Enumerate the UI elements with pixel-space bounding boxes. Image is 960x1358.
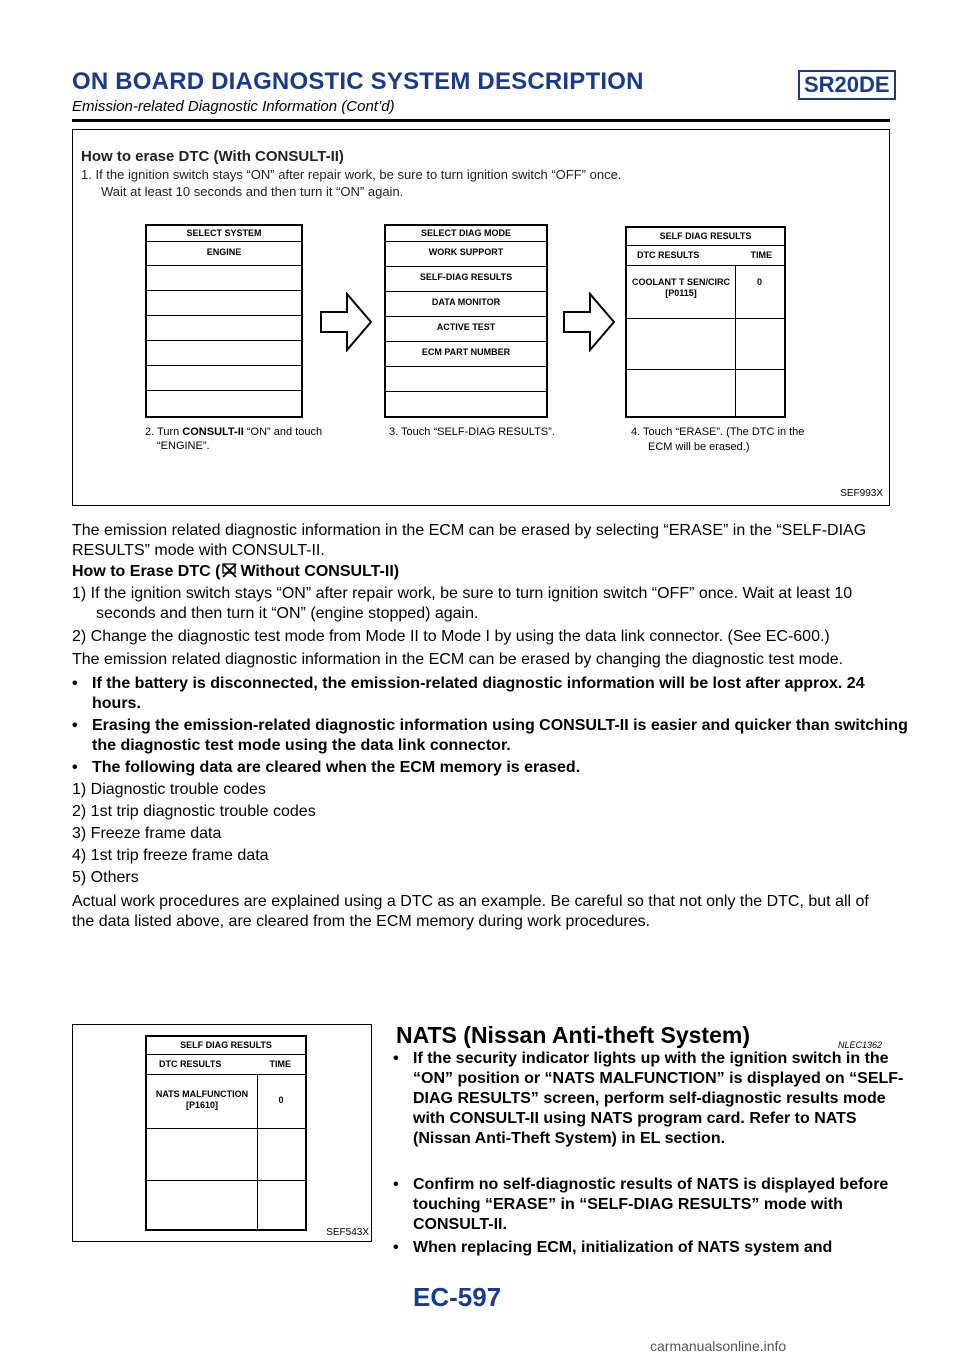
screen-empty-row <box>386 392 546 416</box>
list-item: 1) Diagnostic trouble codes <box>72 781 266 798</box>
column-divider <box>735 266 736 416</box>
screen-column-headers <box>147 1055 305 1075</box>
row-divider <box>147 1180 305 1181</box>
figure-id: SEF993X <box>840 488 883 499</box>
dtc-time: 0 <box>756 277 762 287</box>
heading-erase-without-consult: How to Erase DTC ( Without CONSULT-II) <box>72 563 400 580</box>
consult-screen-select-diag-mode <box>384 224 548 418</box>
dtc-name: NATS MALFUNCTION <box>155 1089 249 1099</box>
engine-badge: SR20DE <box>798 70 896 100</box>
nats-heading: NATS (Nissan Anti-theft System) <box>396 1022 750 1048</box>
screen-title: SELECT SYSTEM <box>147 226 301 242</box>
screen-item-self-diag-results: SELF-DIAG RESULTS <box>386 267 546 292</box>
bullet-battery: • If the battery is disconnected, the emission-related diagnostic information will be lost after approx. 24 hours. <box>72 675 865 712</box>
col-time: TIME <box>269 1059 291 1069</box>
list-item: 4) 1st trip freeze frame data <box>72 847 269 864</box>
dtc-code: [P0115] <box>665 288 697 298</box>
screen-title: SELECT DIAG MODE <box>386 226 546 242</box>
screen-column-headers <box>627 246 784 266</box>
reference-code: NLEC1362 <box>838 1040 883 1050</box>
bullet-consult-easier: • Erasing the emission-related diagnostic information using CONSULT-II is easier and quicker than switching the diagnostic test mode using the data link connector. <box>72 717 908 754</box>
dtc-entry <box>147 1089 257 1111</box>
list-item: 5) Others <box>72 869 139 886</box>
col-dtc-results: DTC RESULTS <box>159 1059 222 1069</box>
arrow-right-icon <box>562 292 616 352</box>
figure-nats-malfunction <box>72 1024 372 1242</box>
screen-result-area <box>627 266 784 416</box>
step-2: 2) Change the diagnostic test mode from Mode II to Mode I by using the data link connector. (See EC-600.) <box>72 628 830 645</box>
row-divider <box>627 318 784 319</box>
paragraph-work-procedures: Actual work procedures are explained using a DTC as an example. Be careful so that not only the DTC, but all of the data listed above, are cleared from the ECM memory during work procedures. <box>72 893 869 930</box>
screen-empty-row <box>147 341 301 366</box>
screen-empty-row <box>386 367 546 392</box>
dtc-code: [P1610] <box>185 1100 219 1110</box>
figure-step1-line1: 1. If the ignition switch stays “ON” after repair work, be sure to turn ignition switch “OFF” once. <box>81 167 622 182</box>
screen-empty-row <box>147 266 301 291</box>
arrow-right-icon <box>319 292 373 352</box>
screen-title: SELF DIAG RESULTS <box>147 1037 305 1055</box>
screen-item-ecm-part-number: ECM PART NUMBER <box>386 342 546 367</box>
screen-item-data-monitor: DATA MONITOR <box>386 292 546 317</box>
bullet-data-cleared: • The following data are cleared when the ECM memory is erased. <box>72 759 581 776</box>
step-1: 1) If the ignition switch stays “ON” after repair work, be sure to turn ignition switch “OFF” once. Wait at least 10 seconds and then turn it “ON” (engine stopped) again. <box>72 585 853 622</box>
nats-bullet-security-indicator: • If the security indicator lights up with the ignition switch in the “ON” position or “NATS MALFUNCTION” is displayed on “SELF-DIAG RESULTS” screen, perform self-diagnostic results mode with CONSULT-II using NATS program card. Refer to NATS (Nissan Anti-Theft System) in EL section. <box>393 1050 904 1147</box>
caption-step3: 3. Touch “SELF-DIAG RESULTS”. <box>389 426 555 438</box>
consult-screen-self-diag-results <box>145 1035 307 1231</box>
screen-item-active-test: ACTIVE TEST <box>386 317 546 342</box>
row-divider <box>147 1128 305 1129</box>
section-title: ON BOARD DIAGNOSTIC SYSTEM DESCRIPTION <box>72 68 644 95</box>
screen-title: SELF DIAG RESULTS <box>627 228 784 246</box>
figure-heading: How to erase DTC (With CONSULT-II) <box>81 148 344 165</box>
list-item: 3) Freeze frame data <box>72 825 222 842</box>
screen-result-area <box>147 1075 305 1229</box>
col-time: TIME <box>750 250 772 260</box>
nats-bullet-confirm: • Confirm no self-diagnostic results of NATS is displayed before touching “ERASE” in “SELF-DIAG RESULTS” mode with CONSULT-II. <box>393 1176 889 1233</box>
figure-erase-dtc-consult <box>72 129 890 506</box>
screen-empty-row <box>147 316 301 341</box>
consult-screen-select-system <box>145 224 303 418</box>
caption-step2-line2: “ENGINE”. <box>157 440 210 452</box>
screen-empty-row <box>147 291 301 316</box>
dtc-name: COOLANT T SEN/CIRC <box>632 277 730 287</box>
dtc-time: 0 <box>278 1095 284 1105</box>
paragraph-test-mode: The emission related diagnostic information in the ECM can be erased by changing the diagnostic test mode. <box>72 651 844 668</box>
screen-item-engine: ENGINE <box>147 242 301 266</box>
paragraph-intro: The emission related diagnostic information in the ECM can be erased by selecting “ERASE” in the “SELF-DIAG RESULTS” mode with CONSULT-II. <box>72 522 867 559</box>
screen-item-work-support: WORK SUPPORT <box>386 242 546 267</box>
dtc-entry <box>627 277 735 299</box>
no-consult-icon <box>222 563 238 578</box>
nats-bullet-replacing-ecm: • When replacing ECM, initialization of NATS system and <box>393 1239 833 1256</box>
figure-id: SEF543X <box>326 1227 369 1238</box>
screen-empty-row <box>147 366 301 391</box>
col-dtc-results: DTC RESULTS <box>637 250 700 260</box>
row-divider <box>627 369 784 370</box>
caption-step2: 2. Turn CONSULT-II “ON” and touch <box>145 426 323 438</box>
section-subtitle: Emission-related Diagnostic Information (Cont’d) <box>72 98 395 115</box>
screen-empty-row <box>147 391 301 416</box>
header-rule <box>72 119 890 122</box>
caption-step4: 4. Touch “ERASE”. (The DTC in the <box>631 426 805 438</box>
caption-step4-line2: ECM will be erased.) <box>648 441 750 453</box>
figure-step1-line2: Wait at least 10 seconds and then turn it “ON” again. <box>101 184 404 199</box>
consult-screen-self-diag-results <box>625 226 786 418</box>
page-number: EC-597 <box>413 1282 502 1312</box>
list-item: 2) 1st trip diagnostic trouble codes <box>72 803 316 820</box>
site-watermark: carmanualsonline.info <box>650 1338 787 1354</box>
